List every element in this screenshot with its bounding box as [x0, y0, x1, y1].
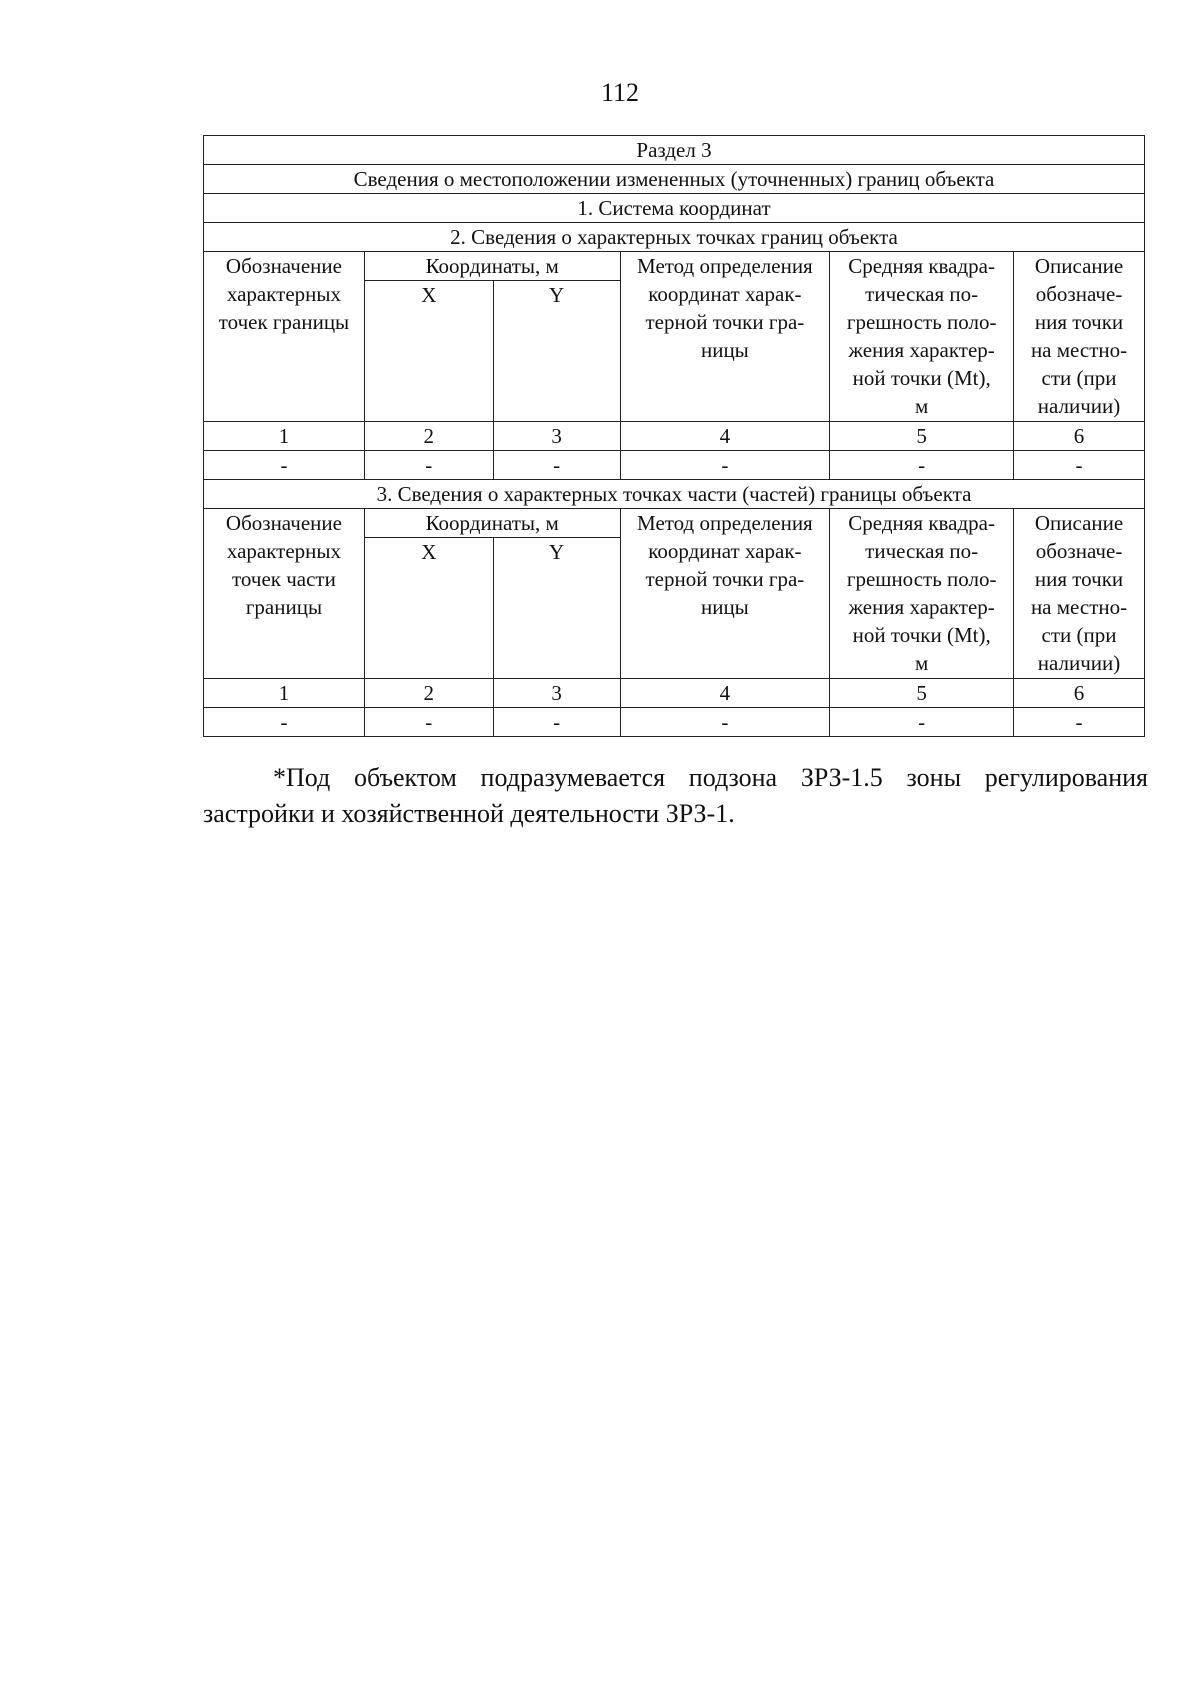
table-cell: 5: [830, 422, 1014, 451]
table2-number-row: [204, 422, 1145, 451]
table-cell: -: [620, 451, 830, 480]
table-cell: 5: [830, 679, 1014, 708]
table-cell: 4: [620, 422, 830, 451]
table2-col-method: Метод определения координат харак- терной точки гра- ницы: [620, 252, 830, 422]
table2-col-description: Описание обозначе- ния точки на местно- сти (при наличии): [1014, 252, 1145, 422]
table3-col-y: Y: [493, 538, 620, 679]
table-cell: -: [1014, 451, 1145, 480]
section-title: Раздел 3: [204, 136, 1145, 165]
table2-heading: 2. Сведения о характерных точках границ объекта: [204, 223, 1145, 252]
table2-col-designation: Обозначение характерных точек границы: [204, 252, 365, 422]
table3-col-designation: Обозначение характерных точек части границы: [204, 509, 365, 679]
table-cell: 4: [620, 679, 830, 708]
table2-col-x: X: [364, 281, 493, 422]
table3-number-row: [204, 679, 1145, 708]
section-subtitle: Сведения о местоположении измененных (уточненных) границ объекта: [204, 165, 1145, 194]
footnote: *Под объектом подразумевается подзона ЗРЗ-1.5 зоны регулирования застройки и хозяйственной деятельности ЗРЗ-1.: [203, 763, 1148, 828]
table-cell: -: [364, 451, 493, 480]
table-cell: 6: [1014, 422, 1145, 451]
table2-header-row-1: [204, 252, 1145, 281]
boundary-table: [203, 135, 1145, 737]
table-cell: -: [1014, 708, 1145, 737]
table-cell: 3: [493, 679, 620, 708]
table-cell: 2: [364, 679, 493, 708]
table3-col-description: Описание обозначе- ния точки на местно- сти (при наличии): [1014, 509, 1145, 679]
table2-data-row: [204, 451, 1145, 480]
table3-col-error: Средняя квадра- тическая по- грешность поло- жения характер- ной точки (Mt), м: [830, 509, 1014, 679]
table-cell: 6: [1014, 679, 1145, 708]
table-cell: -: [493, 708, 620, 737]
table2-col-coordinates: Координаты, м: [364, 252, 620, 281]
table-cell: -: [493, 451, 620, 480]
table-cell: 1: [204, 679, 365, 708]
table3-col-coordinates: Координаты, м: [364, 509, 620, 538]
table-cell: -: [830, 451, 1014, 480]
table3-col-method: Метод определения координат харак- терной точки гра- ницы: [620, 509, 830, 679]
table-cell: -: [830, 708, 1014, 737]
table3-data-row: [204, 708, 1145, 737]
section-title-row: [204, 136, 1145, 165]
table-cell: 2: [364, 422, 493, 451]
table-cell: 3: [493, 422, 620, 451]
table-cell: -: [364, 708, 493, 737]
table3-col-x: X: [364, 538, 493, 679]
page-number: 112: [600, 78, 640, 107]
table2-col-y: Y: [493, 281, 620, 422]
table2-col-error: Средняя квадра- тическая по- грешность поло- жения характер- ной точки (Mt), м: [830, 252, 1014, 422]
table2-heading-row: [204, 223, 1145, 252]
table-cell: -: [204, 451, 365, 480]
coord-system-heading: 1. Система координат: [204, 194, 1145, 223]
table-cell: -: [204, 708, 365, 737]
table-cell: -: [620, 708, 830, 737]
table3-heading: 3. Сведения о характерных точках части (частей) границы объекта: [204, 480, 1145, 509]
table3-header-row-1: [204, 509, 1145, 538]
coord-system-row: [204, 194, 1145, 223]
section-subtitle-row: [204, 165, 1145, 194]
table-cell: 1: [204, 422, 365, 451]
table3-heading-row: [204, 480, 1145, 509]
